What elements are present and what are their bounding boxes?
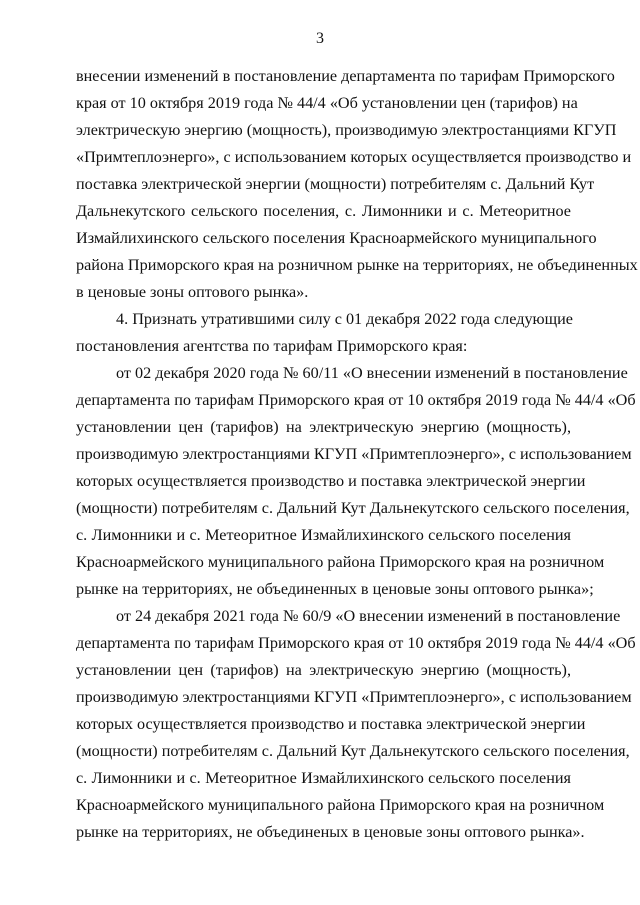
paragraph-line: департамента по тарифам Приморского края от 10 октября 2019 года № 44/4 «Об bbox=[76, 391, 636, 409]
paragraph-line: (мощности) потребителям с. Дальний Кут Дальнекутского сельского поселения, bbox=[76, 742, 630, 760]
paragraph-line: с. Лимонники и с. Метеоритное Измайлихинского сельского поселения bbox=[76, 769, 571, 787]
paragraph-line: производимую электростанциями КГУП «Примтеплоэнерго», с использованием bbox=[76, 445, 632, 463]
paragraph-line: от 02 декабря 2020 года № 60/11 «О внесении изменений в постановление bbox=[116, 364, 628, 382]
paragraph-line: электрическую энергию (мощность), производимую электростанциями КГУП bbox=[76, 121, 617, 139]
paragraph-line: Дальнекутского сельского поселения, с. Лимонники и с. Метеоритное bbox=[76, 202, 571, 220]
paragraph-line: рынке на территориях, не объединеных в ценовые зоны оптового рынка». bbox=[76, 823, 585, 841]
paragraph-line: (мощности) потребителям с. Дальний Кут Дальнекутского сельского поселения, bbox=[76, 499, 630, 517]
paragraph-line: края от 10 октября 2019 года № 44/4 «Об установлении цен (тарифов) на bbox=[76, 94, 578, 112]
paragraph-line: в ценовые зоны оптового рынка». bbox=[76, 283, 309, 301]
paragraph-line: поставка электрической энергии (мощности) потребителям с. Дальний Кут bbox=[76, 175, 595, 193]
paragraph-line: постановления агентства по тарифам Приморского края: bbox=[76, 337, 468, 355]
paragraph-line: Красноармейского муниципального района Приморского края на розничном bbox=[76, 796, 605, 814]
paragraph-line: департамента по тарифам Приморского края от 10 октября 2019 года № 44/4 «Об bbox=[76, 634, 636, 652]
paragraph-line: производимую электростанциями КГУП «Примтеплоэнерго», с использованием bbox=[76, 688, 632, 706]
paragraph-line: рынке на территориях, не объединенных в ценовые зоны оптового рынка»; bbox=[76, 580, 594, 598]
paragraph-line: которых осуществляется производство и поставка электрической энергии bbox=[76, 472, 586, 490]
paragraph-line: «Примтеплоэнерго», с использованием которых осуществляется производство и bbox=[76, 148, 632, 166]
paragraph-line: установлении цен (тарифов) на электрическую энергию (мощность), bbox=[76, 661, 571, 679]
paragraph-line: района Приморского края на розничном рынке на территориях, не объединенных bbox=[76, 256, 638, 274]
paragraph-line: внесении изменений в постановление департамента по тарифам Приморского bbox=[76, 67, 615, 85]
paragraph-line: Красноармейского муниципального района Приморского края на розничном bbox=[76, 553, 605, 571]
paragraph-line: установлении цен (тарифов) на электрическую энергию (мощность), bbox=[76, 418, 571, 436]
paragraph-line: которых осуществляется производство и поставка электрической энергии bbox=[76, 715, 586, 733]
page-number: 3 bbox=[316, 30, 324, 47]
paragraph-line: Измайлихинского сельского поселения Красноармейского муниципального bbox=[76, 229, 597, 247]
paragraph-line: с. Лимонники и с. Метеоритное Измайлихинского сельского поселения bbox=[76, 526, 571, 544]
paragraph-line: от 24 декабря 2021 года № 60/9 «О внесении изменений в постановление bbox=[116, 607, 621, 625]
list-item-heading-line: 4. Признать утратившими силу с 01 декабря 2022 года следующие bbox=[116, 310, 573, 328]
